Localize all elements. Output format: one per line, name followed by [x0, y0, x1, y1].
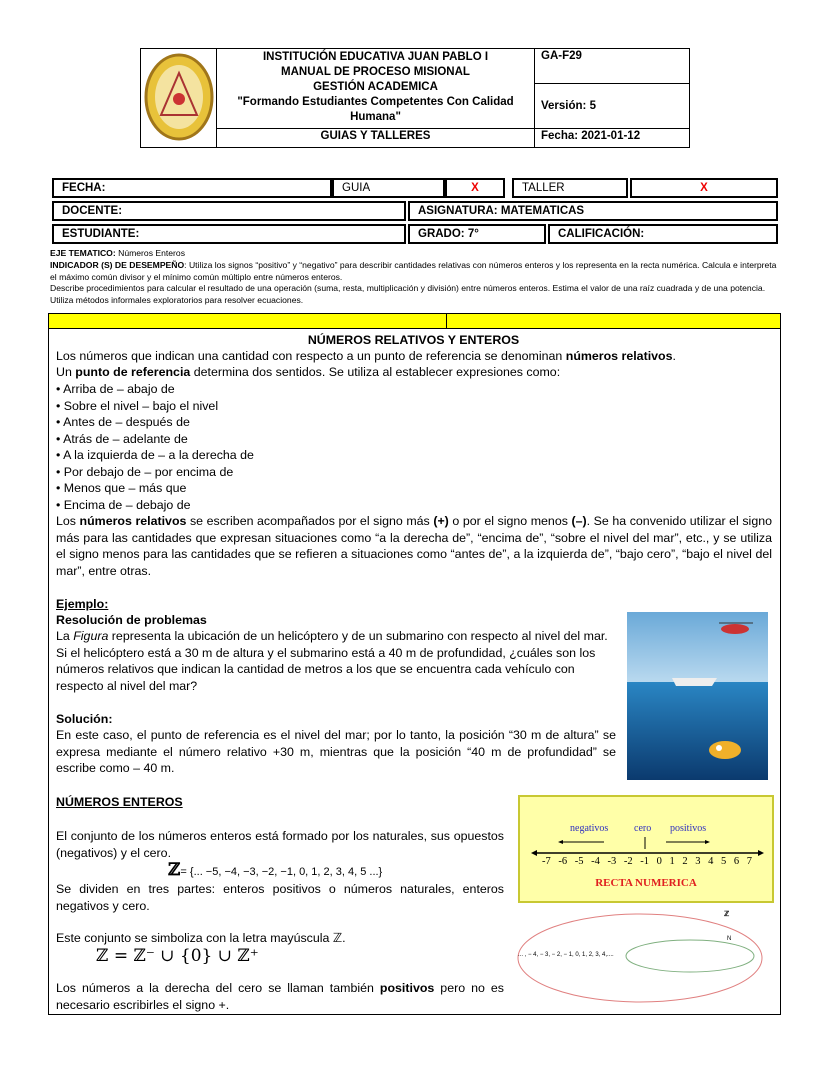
yellow-band	[48, 313, 781, 329]
n-label: N	[727, 936, 732, 942]
t: determina dos sentidos. Se utiliza al establecer expresiones como:	[190, 365, 561, 379]
list-item: • Atrás de – adelante de	[56, 431, 188, 446]
list-item: • Encima de – debajo de	[56, 497, 191, 512]
reference-paragraph	[56, 364, 776, 381]
tick-label: -2	[623, 856, 633, 867]
calificacion-field[interactable]: CALIFICACIÓN:	[548, 224, 778, 244]
t: pero no es necesario escribirles el signo +.	[56, 981, 504, 1012]
section-title: NÚMEROS RELATIVOS Y ENTEROS	[307, 333, 520, 347]
union-formula: ℤ = ℤ⁻ ∪ {0} ∪ ℤ⁺	[96, 946, 259, 966]
expression-list	[56, 381, 254, 513]
tick-label: 0	[656, 856, 662, 867]
eje-value: Números Enteros	[118, 248, 185, 258]
guia-label: GUIA	[332, 178, 445, 198]
doc-date: Fecha: 2021-01-12	[535, 129, 690, 148]
tick-label: 6	[733, 856, 740, 867]
doc-version: Versión: 5	[535, 84, 690, 129]
fecha-field[interactable]: FECHA:	[52, 178, 332, 198]
form-row-2	[52, 201, 778, 219]
indicador-label: INDICADOR (S) DE DESEMPEÑO	[50, 260, 185, 270]
document-header	[140, 48, 690, 148]
taller-label: TALLER	[512, 178, 628, 198]
tick-label: -7	[542, 856, 551, 867]
tick-label: -3	[607, 856, 617, 867]
venn-sequence: ... , − 4, − 3, − 2, − 1, 0, 1, 2, 3, 4,....	[518, 952, 614, 958]
school-logo	[141, 49, 217, 148]
eje-label: EJE TEMATICO:	[50, 248, 116, 258]
t: positivos	[379, 981, 435, 995]
t: Ejemplo:	[56, 597, 109, 611]
grado-field: GRADO: 7°	[408, 224, 546, 244]
t: (–)	[571, 514, 587, 528]
integers-heading	[56, 794, 183, 811]
t: Figura	[73, 629, 109, 643]
form-row-1	[52, 178, 778, 196]
symbol-note: Este conjunto se simboliza con la letra mayúscula ℤ.	[56, 931, 346, 945]
t: números relativos	[565, 349, 673, 363]
institution-name: INSTITUCIÓN EDUCATIVA JUAN PABLO I	[262, 51, 489, 63]
problem-heading: Resolución de problemas	[56, 613, 207, 627]
solution-text: En este caso, el punto de referencia es el nivel del mar; por lo tanto, la posición “30 m de altura” se expresa mediante el número relativo +30 m, mientras que la posición “40 m de profundidad” se escribe como – 40 m.	[56, 728, 616, 775]
tick-label: 3	[695, 856, 701, 867]
list-item: • Antes de – después de	[56, 415, 190, 429]
relative-numbers-paragraph	[56, 513, 772, 579]
t: se escriben acompañados por el signo más	[186, 514, 434, 528]
estudiante-field[interactable]: ESTUDIANTE:	[52, 224, 406, 244]
t: (+)	[433, 514, 449, 528]
list-item: • Sobre el nivel – bajo el nivel	[56, 398, 219, 413]
form-row-3	[52, 224, 778, 242]
t: ℤ	[168, 860, 181, 880]
integers-definition: El conjunto de los números enteros está formado por los naturales, sus opuestos (negativos) y el cero.	[56, 829, 504, 860]
t: representa la ubicación de un helicóptero y de un submarino con respecto al nivel del mar. Si el helicóptero está a 30 m de altura y el submarino está a 40 m de profundidad, ¿cuáles son los números relativos que indican la cantidad de metros a los que se encuentra cada vehículo con respecto al nivel del mar?	[56, 629, 608, 693]
tick-label: -6	[558, 856, 568, 867]
tick-label: 4	[708, 856, 714, 867]
list-item: • A la izquierda de – a la derecha de	[56, 448, 254, 462]
guia-mark[interactable]: X	[445, 178, 505, 198]
negatives-label: negativos	[570, 823, 609, 834]
t: NÚMEROS ENTEROS	[56, 795, 183, 809]
t: La	[56, 629, 74, 643]
tick-label: 1	[669, 856, 675, 867]
venn-diagram	[514, 910, 774, 1010]
t: = {... −5, −4, −3, −2, −1, 0, 1, 2, 3, 4, 5 ...}	[180, 866, 383, 878]
header-titles	[217, 49, 535, 129]
manual-name: MANUAL DE PROCESO MISIONAL	[281, 66, 470, 78]
doc-code: GA-F29	[535, 49, 690, 84]
number-line-ticks	[542, 856, 752, 867]
t: Los números a la derecha del cero se llaman también	[56, 981, 380, 995]
t: Los	[56, 514, 80, 528]
integer-set	[168, 862, 382, 881]
motto: "Formando Estudiantes Competentes Con Calidad Humana"	[237, 96, 514, 123]
taller-mark[interactable]: X	[630, 178, 778, 198]
t: o por el signo menos	[448, 514, 572, 528]
area-name: GESTIÓN ACADEMICA	[313, 81, 438, 93]
tick-label: -4	[591, 856, 600, 867]
indicador	[50, 260, 780, 306]
t: . Se ha convenido utilizar el signo más para las cantidades que expresan situaciones como “a la derecha de”, “encima de”, “sobre el nivel del mar”, etc., y se utiliza el signo menos para las cantidades que se refieren a situaciones como “antes de”, a la izquierda de”, “bajo cero”, “bajo el nivel del mar”, entre otras.	[56, 514, 772, 578]
tick-label: 5	[721, 856, 727, 867]
tick-label: -1	[640, 856, 649, 867]
positive-note	[56, 980, 504, 1013]
doc-type: GUIAS Y TALLERES	[217, 129, 535, 148]
helicopter-submarine-figure	[627, 612, 768, 780]
number-line-caption: RECTA NUMERICA	[595, 877, 697, 889]
t: punto de referencia	[75, 365, 191, 379]
z-label: ℤ	[724, 911, 730, 918]
eje-tematico	[50, 248, 780, 260]
list-item: • Arriba de – abajo de	[56, 382, 175, 396]
number-line-figure	[518, 795, 774, 903]
list-item: • Por debajo de – por encima de	[56, 464, 234, 479]
docente-field[interactable]: DOCENTE:	[52, 201, 406, 221]
tick-label: 2	[682, 856, 688, 867]
tick-label: 7	[746, 856, 752, 867]
t: Un	[56, 365, 76, 379]
positives-label: positivos	[670, 823, 707, 834]
t: Los números que indican una cantidad con respecto a un punto de referencia se denominan	[56, 349, 566, 363]
integer-parts: Se dividen en tres partes: enteros positivos o números naturales, enteros negativos y cero.	[56, 882, 504, 913]
tick-label: -5	[574, 856, 584, 867]
t: números relativos	[79, 514, 187, 528]
indicador-p2: Describe procedimientos para calcular el resultado de una operación (suma, resta, multiplicación y división) entre números enteros. Estima el valor de una raíz cuadrada y de una potencia. Utiliza métodos informales exploratorios para resolver ecuaciones.	[50, 283, 766, 305]
indicador-p1: : Utiliza los signos “positivo” y “negativo” para describir cantidades relativas con números enteros y los representa en la recta numérica. Calcula e interpreta el máximo común divisor y el mínimo común múltiplo entre números enteros.	[50, 260, 777, 282]
example-heading	[56, 596, 108, 613]
solution-heading: Solución:	[56, 712, 113, 726]
asignatura-field: ASIGNATURA: MATEMATICAS	[408, 201, 778, 221]
intro-paragraph: Los números que indican una cantidad con respecto a un punto de referencia se denominan números relativos.	[56, 349, 676, 363]
problem-text	[56, 628, 618, 694]
list-item: • Menos que – más que	[56, 481, 187, 495]
zero-label: cero	[634, 823, 652, 834]
